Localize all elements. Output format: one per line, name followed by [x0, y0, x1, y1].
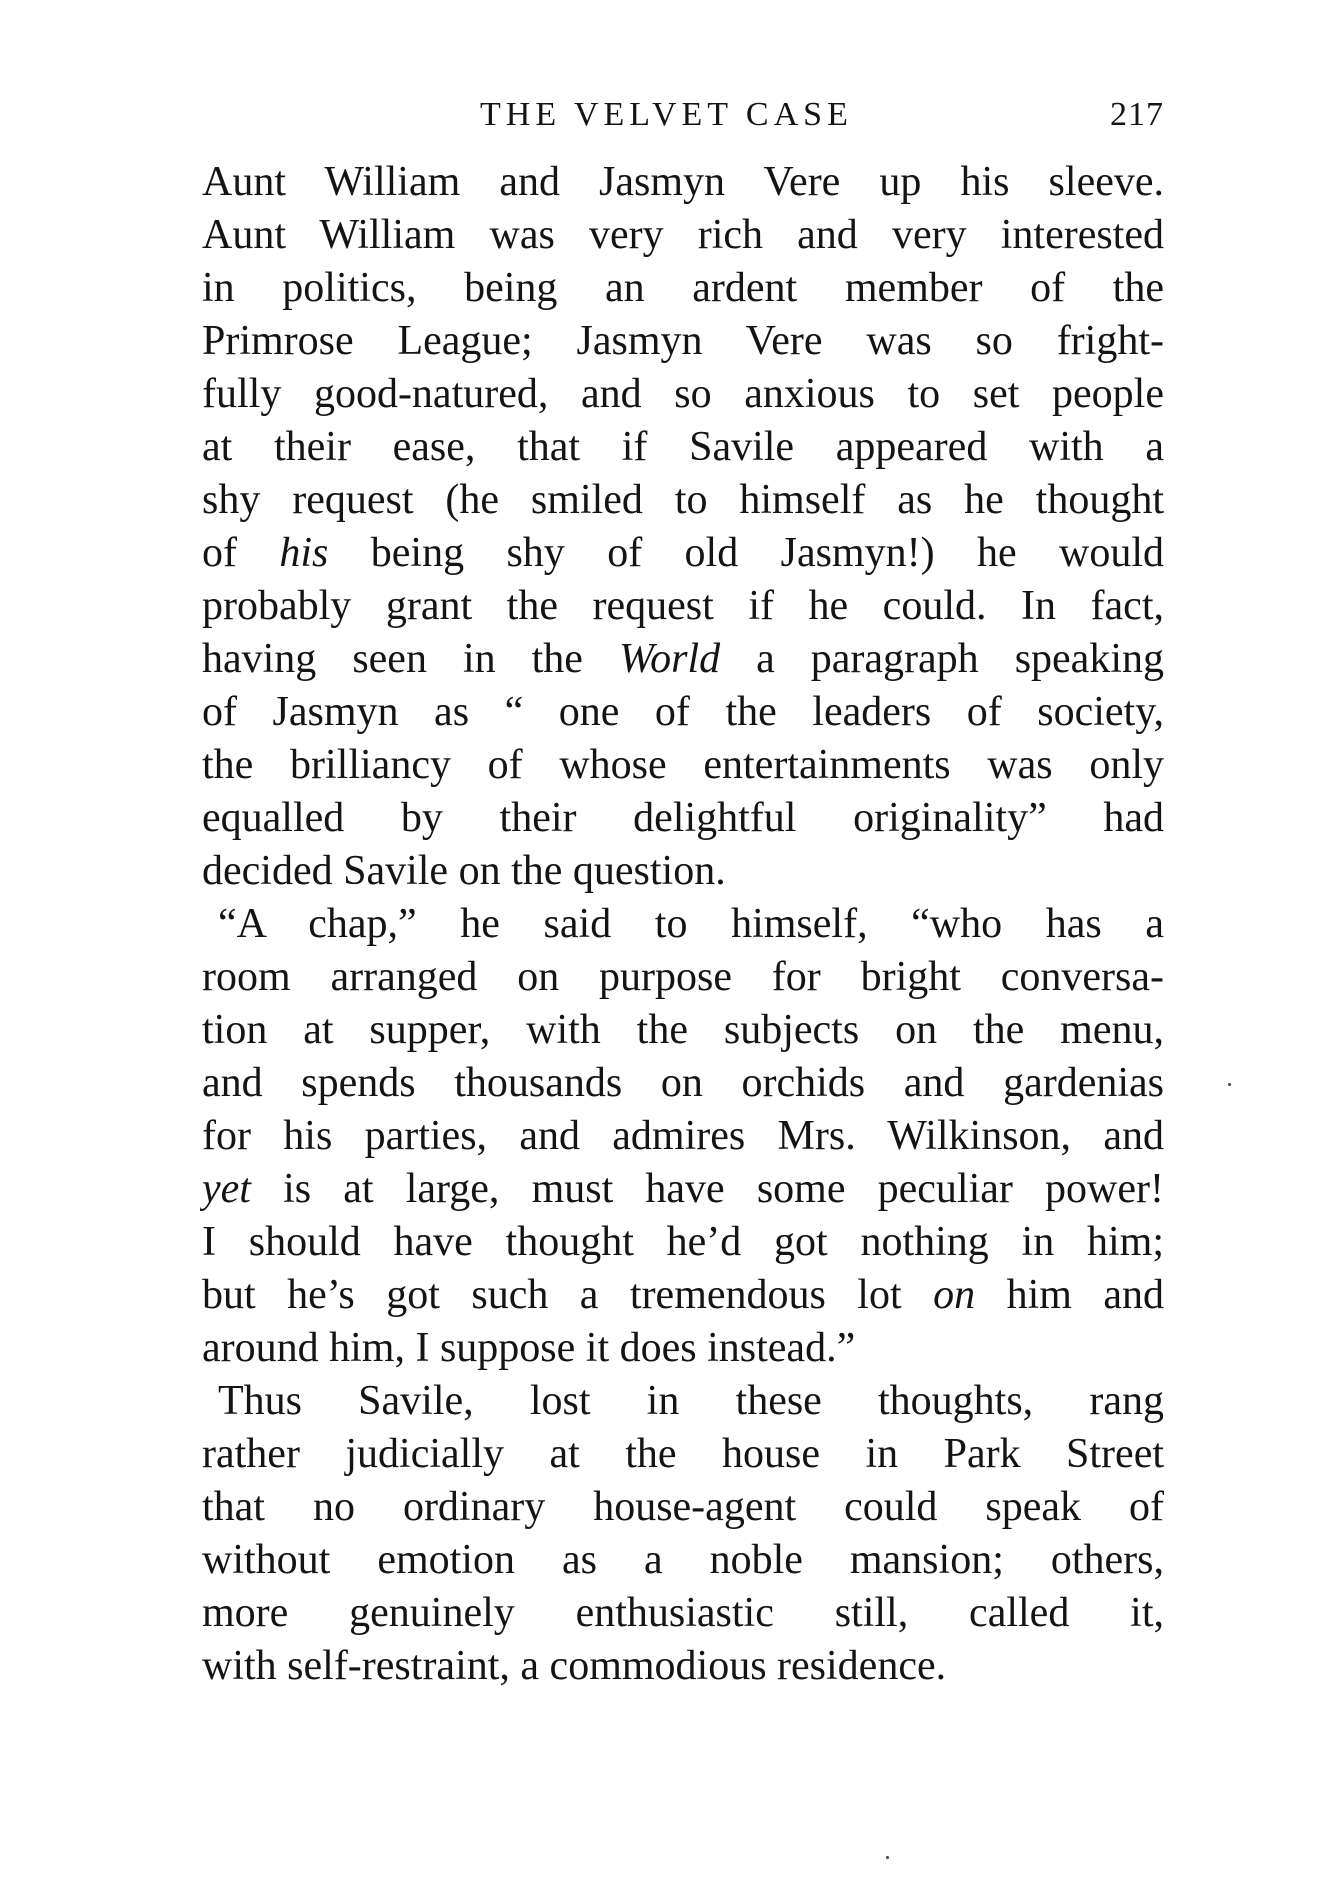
text-line: that no ordinary house-agent could speak of: [202, 1484, 1164, 1530]
text-line: Primrose League; Jasmyn Vere was so fright-: [202, 318, 1164, 364]
text-line: Aunt William and Jasmyn Vere up his sleeve.: [202, 159, 1164, 205]
text-line: I should have thought he’d got nothing in him;: [202, 1219, 1164, 1265]
text-line: rather judicially at the house in Park Street: [202, 1431, 1164, 1477]
text-line: in politics, being an ardent member of the: [202, 265, 1164, 311]
paper-speck: [1228, 1083, 1231, 1086]
text-line: room arranged on purpose for bright conversa-: [202, 954, 1164, 1000]
text-line: “A chap,” he said to himself, “who has a: [218, 901, 1164, 947]
text-line: [200, 633, 1164, 686]
text-line: Aunt William was very rich and very interested: [202, 212, 1164, 258]
text-run: but he’s got such a tremendous lot: [202, 1272, 934, 1318]
text-line: tion at supper, with the subjects on the menu,: [202, 1007, 1164, 1053]
text-line: of Jasmyn as “ one of the leaders of society,: [202, 689, 1164, 735]
text-line: [200, 1163, 1164, 1216]
text-line: probably grant the request if he could. In fact,: [202, 583, 1164, 629]
text-line: [200, 527, 1164, 580]
italic-word: World: [618, 636, 721, 682]
italic-word: his: [279, 530, 329, 576]
italic-word: on: [933, 1272, 976, 1318]
text-line: for his parties, and admires Mrs. Wilkinson, and: [202, 1113, 1164, 1159]
body-text: [200, 156, 1164, 1693]
italic-word: yet: [202, 1166, 251, 1212]
text-line: more genuinely enthusiastic still, called it,: [202, 1590, 1164, 1636]
text-run: a paragraph speaking: [720, 636, 1164, 682]
text-line: decided Savile on the question.: [202, 848, 726, 894]
page-number: 217: [1110, 96, 1164, 133]
text-line: and spends thousands on orchids and gardenias: [202, 1060, 1164, 1106]
text-line: the brilliancy of whose entertainments was only: [202, 742, 1164, 788]
text-line: shy request (he smiled to himself as he thought: [202, 477, 1164, 523]
text-line: [200, 1269, 1164, 1322]
text-run: him and: [975, 1272, 1164, 1318]
running-head: [200, 96, 1164, 146]
text-run: being shy of old Jasmyn!) he would: [328, 530, 1164, 576]
text-run: of: [202, 530, 280, 576]
text-line: around him, I suppose it does instead.”: [202, 1325, 856, 1371]
text-line: without emotion as a noble mansion; others,: [202, 1537, 1164, 1583]
text-line: with self-restraint, a commodious residence.: [202, 1643, 947, 1689]
running-title: THE VELVET CASE: [480, 96, 853, 133]
text-run: having seen in the: [202, 636, 619, 682]
text-line: fully good-natured, and so anxious to set people: [202, 371, 1164, 417]
text-line: at their ease, that if Savile appeared with a: [202, 424, 1164, 470]
text-line: equalled by their delightful originality” had: [202, 795, 1164, 841]
text-run: is at large, must have some peculiar power!: [250, 1166, 1164, 1212]
text-line: Thus Savile, lost in these thoughts, rang: [218, 1378, 1164, 1424]
paper-speck: [886, 1856, 889, 1859]
